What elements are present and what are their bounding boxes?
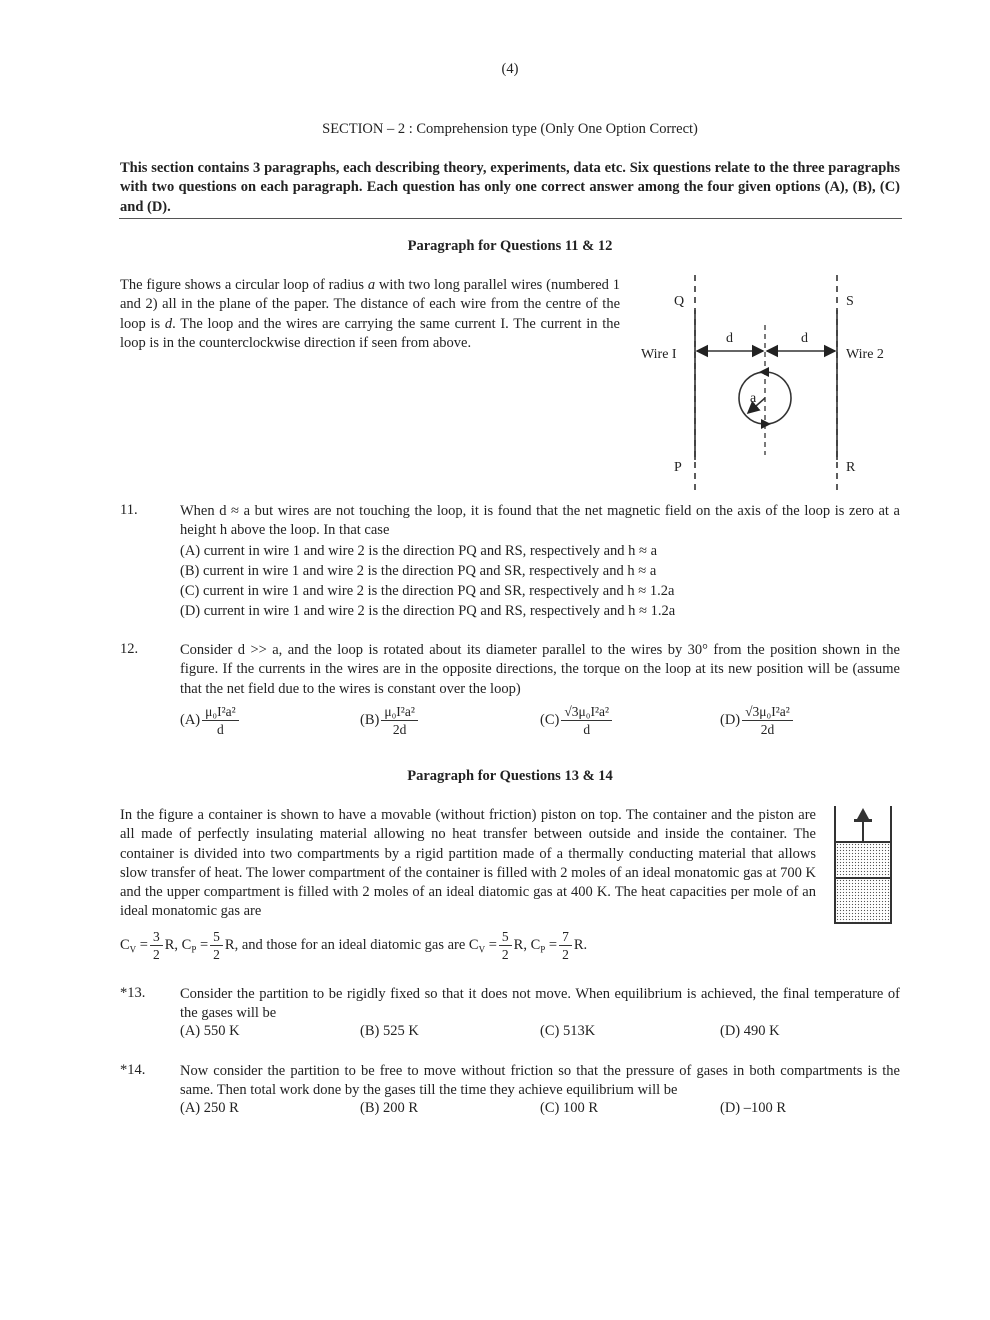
sub: V xyxy=(129,944,137,955)
q11-number: 11. xyxy=(120,502,138,518)
numerator: 7 xyxy=(559,928,572,946)
label-d-right: d xyxy=(801,331,808,346)
q14-text: Now consider the partition to be free to move without friction so that the pressure of gases in both compartments is the same. Then total work done by the gases till the time they achieve equilibrium will be xyxy=(180,1063,900,1099)
q12-text: Consider d >> a, and the loop is rotated about its diameter parallel to the wires by 30° from the position shown in the figure. If the currents in the wires are in the opposite directions, the torque on the loop at its new position will be (assume that the net field due to the wires is constant over the loop) xyxy=(180,642,900,697)
piston-rod xyxy=(862,822,864,842)
section-instructions: This section contains 3 paragraphs, each describing theory, experiments, data etc. Six questions relate to the three paragraphs with two questions on each paragraph. Each question has only one correct answer among the four given options (A), (B), (C) and (D). xyxy=(120,160,900,215)
numerator: μ₀I²a² xyxy=(381,703,418,721)
numerator: √3μ₀I²a² xyxy=(742,703,793,721)
denominator: 2 xyxy=(152,947,160,962)
eq: = xyxy=(139,936,148,953)
label-wire-1: Wire I xyxy=(641,347,677,362)
numerator: √3μ₀I²a² xyxy=(561,703,612,721)
heat-capacity-formula xyxy=(120,928,587,963)
text: The figure shows a circular loop of radius xyxy=(120,277,368,293)
formula-text: and those for an ideal diatomic gas are xyxy=(241,936,466,953)
q12-number: 12. xyxy=(120,641,139,657)
divider xyxy=(119,218,902,219)
q14-option-d[interactable]: (D) –100 R xyxy=(720,1100,787,1116)
denominator: 2 xyxy=(213,947,220,962)
label-wire-2: Wire 2 xyxy=(846,347,884,362)
sub: V xyxy=(478,944,486,955)
container-bottom xyxy=(834,922,892,924)
option-label: (B) xyxy=(360,711,380,728)
paragraph-1-heading: Paragraph for Questions 11 & 12 xyxy=(407,238,613,254)
q11-option-b[interactable]: (B) current in wire 1 and wire 2 is the direction PQ and SR, respectively and h ≈ a xyxy=(180,562,657,579)
q11-option-a[interactable]: (A) current in wire 1 and wire 2 is the direction PQ and RS, respectively and h ≈ a xyxy=(180,542,658,559)
cp: C xyxy=(181,936,192,953)
option-label: (D) xyxy=(720,711,741,728)
paragraph-1-text xyxy=(120,276,620,353)
r: R, xyxy=(513,936,527,953)
denominator: d xyxy=(583,722,591,737)
sub: P xyxy=(540,944,546,955)
eq: = xyxy=(199,936,209,953)
r: R, xyxy=(164,936,179,953)
gas-fill xyxy=(836,843,890,922)
label-radius: a xyxy=(750,391,757,406)
piston-knob xyxy=(857,808,869,819)
q12-option-b[interactable] xyxy=(360,703,420,738)
q13-option-d[interactable]: (D) 490 K xyxy=(720,1023,780,1039)
paragraph-2-heading: Paragraph for Questions 13 & 14 xyxy=(407,768,613,784)
r: R, xyxy=(224,936,239,953)
sub: P xyxy=(191,944,197,955)
numerator: μ₀I²a² xyxy=(202,703,239,721)
cv: C xyxy=(120,936,130,953)
cv: C xyxy=(468,936,479,953)
label-r: R xyxy=(846,460,856,475)
var: a xyxy=(367,277,376,293)
label-q: Q xyxy=(674,294,685,309)
cp: C xyxy=(530,936,541,953)
denominator: 2d xyxy=(760,722,775,737)
label-p: P xyxy=(674,460,682,475)
option-label: (A) xyxy=(180,711,201,728)
numerator: 3 xyxy=(150,928,163,946)
denominator: d xyxy=(217,722,224,737)
q13-option-c[interactable]: (C) 513K xyxy=(540,1023,596,1039)
q14-option-c[interactable]: (C) 100 R xyxy=(540,1100,598,1116)
q13-number: *13. xyxy=(120,985,146,1001)
label-d-left: d xyxy=(726,331,733,346)
label-s: S xyxy=(846,294,854,309)
eq: = xyxy=(488,936,497,953)
partition xyxy=(836,877,890,879)
q12-option-a[interactable] xyxy=(180,703,241,738)
q14-option-a[interactable]: (A) 250 R xyxy=(180,1100,239,1116)
page-number: (4) xyxy=(501,61,519,77)
q11-body xyxy=(180,502,900,622)
q11-text: When d ≈ a but wires are not touching the loop, it is found that the net magnetic field on the axis of the loop is zero at a height h above the loop. In that case xyxy=(180,503,900,539)
q11-option-c[interactable]: (C) current in wire 1 and wire 2 is the direction PQ and SR, respectively and h ≈ 1.2a xyxy=(180,583,675,600)
numerator: 5 xyxy=(210,928,223,946)
q13-option-b[interactable]: (B) 525 K xyxy=(360,1023,419,1039)
numerator: 5 xyxy=(499,928,512,946)
q12-option-c[interactable] xyxy=(540,703,614,738)
var: d xyxy=(164,315,173,332)
paragraph-2-text: In the figure a container is shown to have a movable (without friction) piston on top. The container and the piston are all made of perfectly insulating material allowing no heat transfer between outside and inside the container. The container is divided into two compartments by a rigid partition made of a thermally conducting material that allows slow transfer of heat. The lower compartment of the container is filled with 2 moles of an ideal monatomic gas at 700 K and the upper compartment is filled with 2 moles of an ideal diatomic gas at 400 K. The heat capacities per mole of an ideal monatomic gas are xyxy=(120,807,816,920)
q11-option-d[interactable]: (D) current in wire 1 and wire 2 is the direction PQ and RS, respectively and h ≈ 1.2a xyxy=(180,603,676,620)
denominator: 2 xyxy=(501,947,509,962)
q13-text: Consider the partition to be rigidly fixed so that it does not move. When equilibrium is achieved, the final temperature of the gases will be xyxy=(180,986,900,1022)
denominator: 2 xyxy=(562,947,569,962)
q13-option-a[interactable]: (A) 550 K xyxy=(180,1023,240,1039)
q14-number: *14. xyxy=(120,1062,146,1078)
text: . The loop and the wires are carrying the same current I. The current in the loop is in the counterclockwise direction if seen from above. xyxy=(120,315,620,351)
q14-option-b[interactable]: (B) 200 R xyxy=(360,1100,418,1116)
denominator: 2d xyxy=(392,722,407,737)
eq: = xyxy=(548,936,558,953)
r: R. xyxy=(573,936,588,953)
section-title: SECTION – 2 : Comprehension type (Only One Option Correct) xyxy=(322,121,698,137)
container-wall-right xyxy=(890,806,892,924)
loop-and-wires-figure xyxy=(630,270,900,500)
text: with two long parallel wires (numbered 1 and 2) all in the plane of the paper. The distance of each wire from the centre of the loop is xyxy=(120,277,620,332)
option-label: (C) xyxy=(540,711,560,728)
piston-container-figure xyxy=(834,806,892,924)
q12-option-d[interactable] xyxy=(720,703,795,738)
